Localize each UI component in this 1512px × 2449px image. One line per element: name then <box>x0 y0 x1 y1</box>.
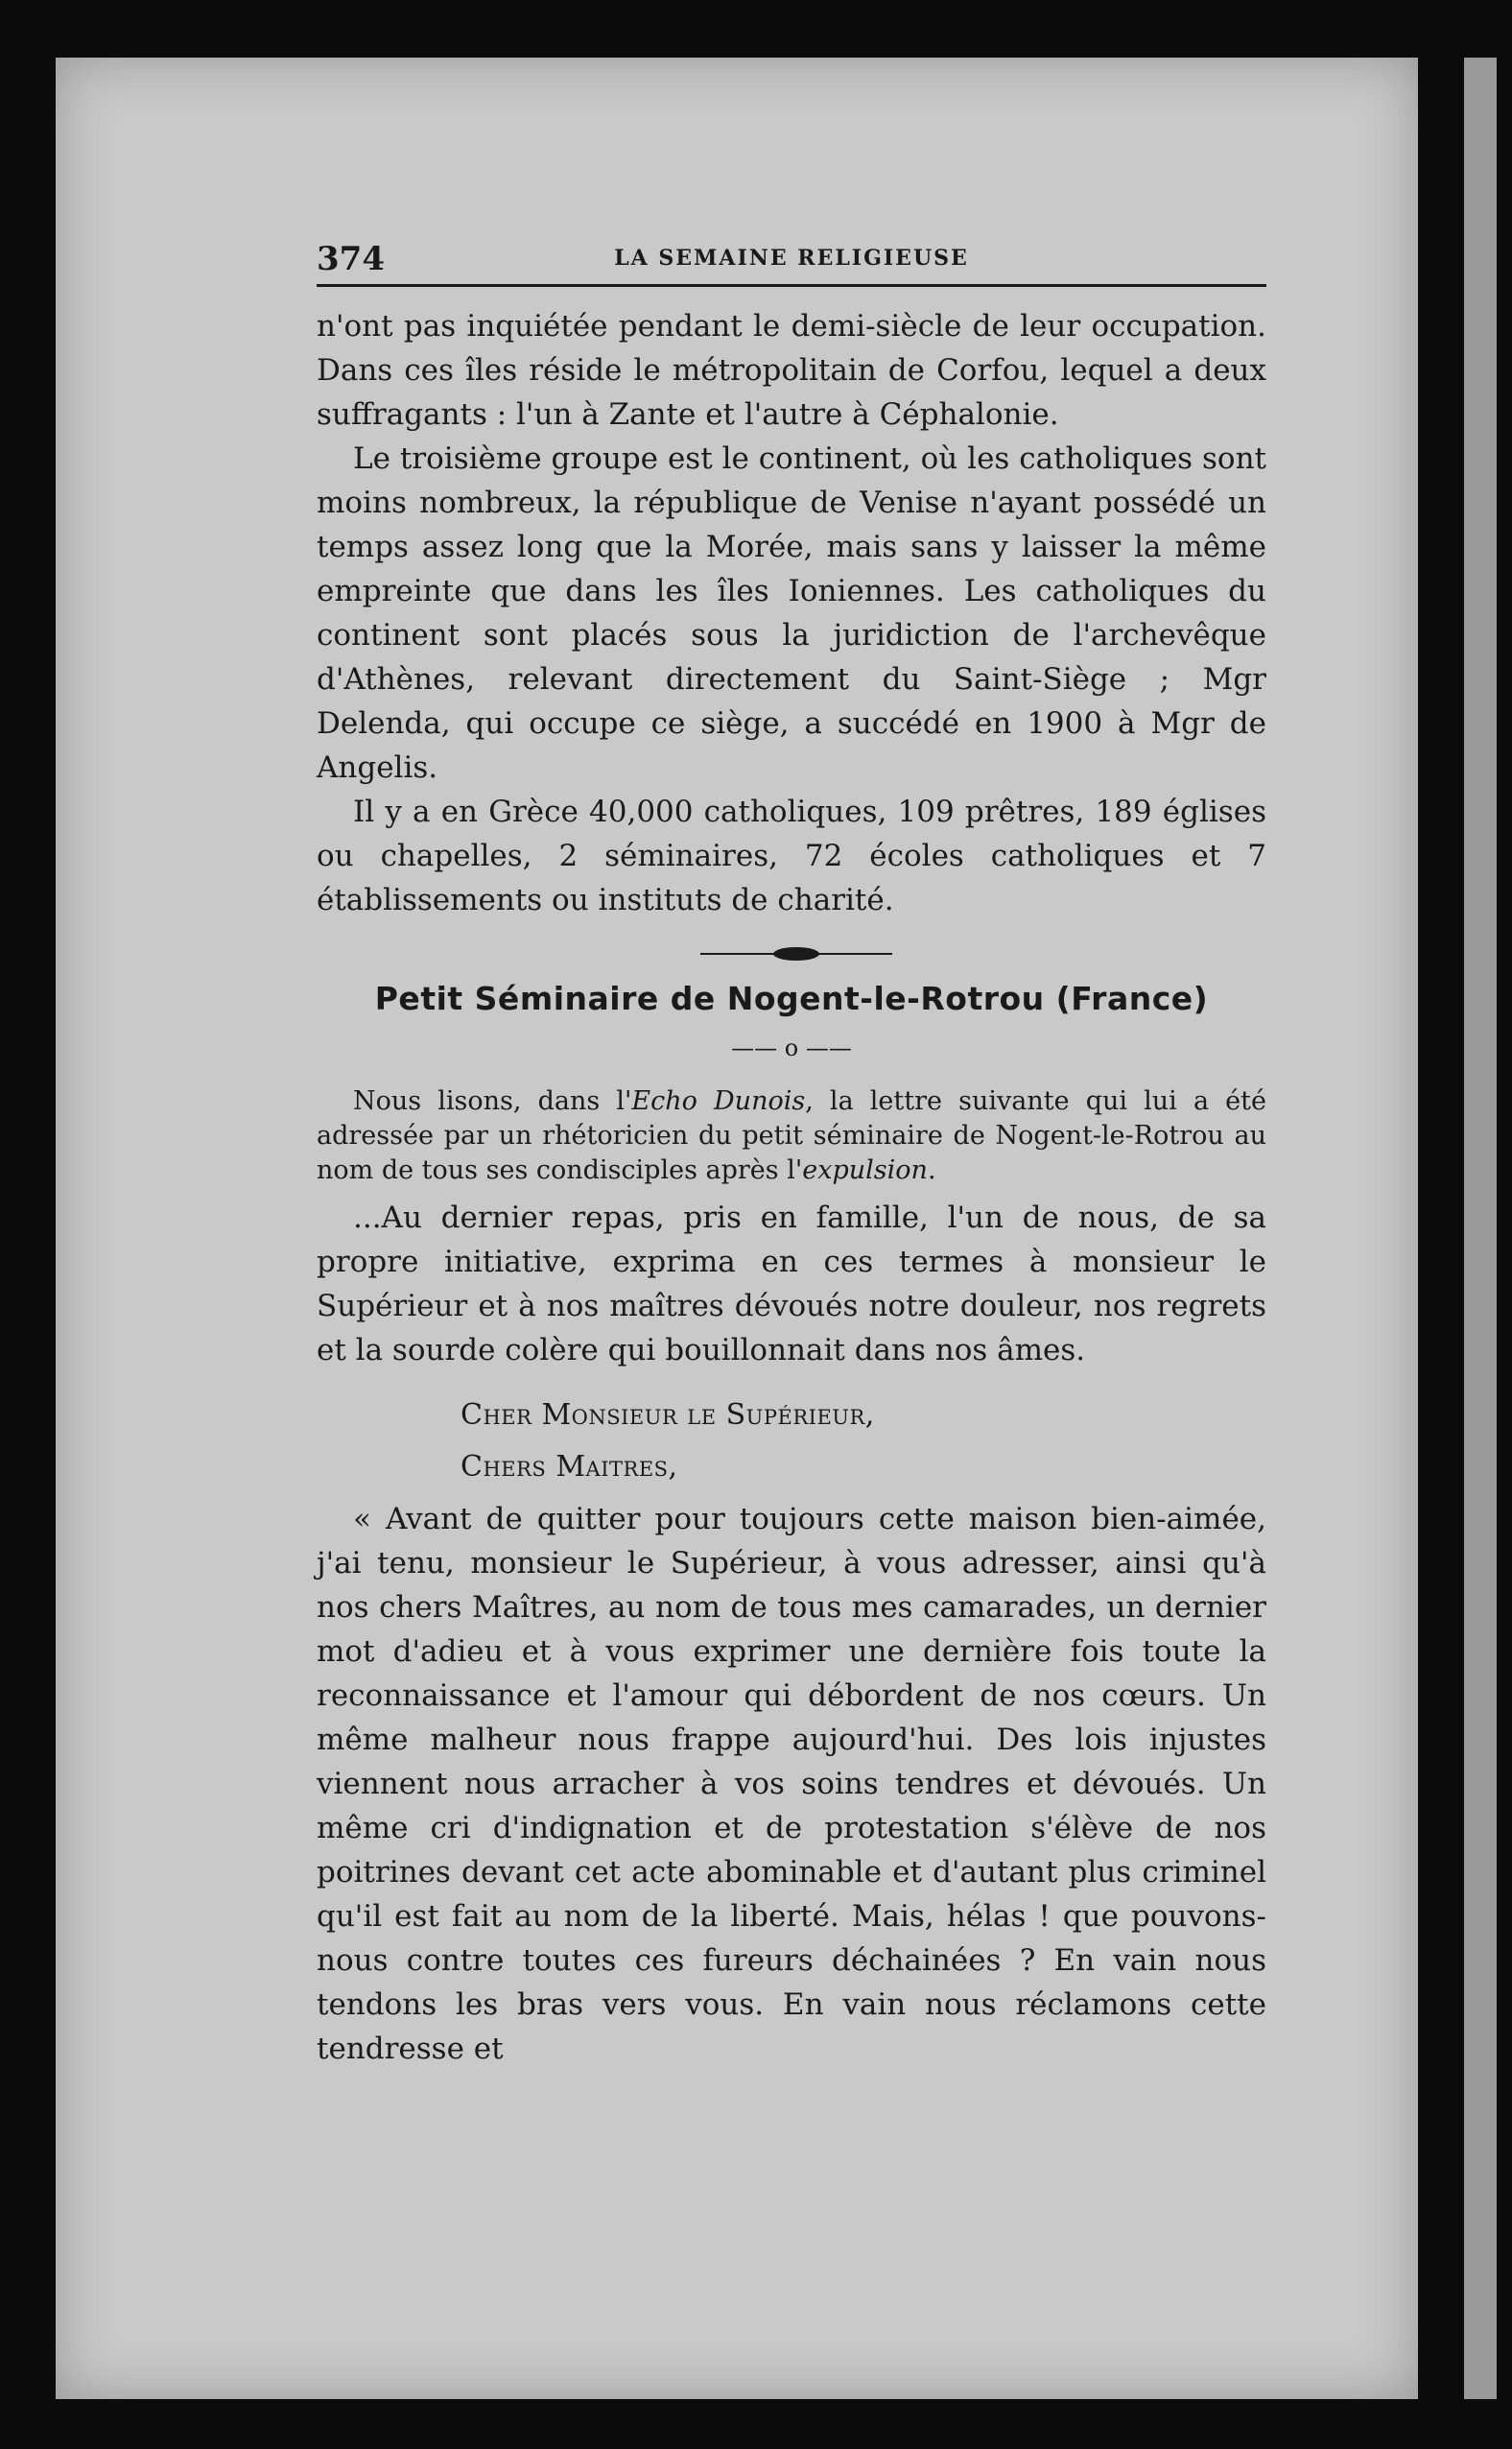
intro-middle: , la lettre suivante qui lui a été adressée par un rhétoricien du petit séminaire de Nogent-le-Rotrou au nom de tous ses condisciples après l' <box>317 1086 1266 1185</box>
paragraph-last-meal: ...Au dernier repas, pris en famille, l'un de nous, de sa propre initiative, exprima en ces termes à monsieur le Supérieur et à nos maîtres dévoués notre douleur, nos regrets et la sourde colère qui bouillonnait dans nos âmes. <box>317 1201 1266 1367</box>
ornament-center <box>773 947 819 961</box>
facing-page-edge <box>1464 58 1497 2399</box>
page-content <box>317 240 1266 2079</box>
section-title: Petit Séminaire de Nogent-le-Rotrou (France) <box>374 980 1209 1017</box>
ornament-divider <box>317 939 1266 968</box>
paragraph-letter: « Avant de quitter pour toujours cette maison bien-aimée, j'ai tenu, monsieur le Supérieur, à vous adresser, ainsi qu'à nos chers Maîtres, au nom de tous mes camarades, un dernier mot d'adieu et à vous exprimer une dernière fois toute la reconnaissance et l'amour qui débordent de nos cœurs. Un même malheur nous frappe aujourd'hui. Des lois injustes viennent nous arracher à vos soins tendres et dévoués. Un même cri d'indignation et de protestation s'élève de nos poitrines devant cet acte abominable et d'autant plus criminel qu'il est fait au nom de la liberté. Mais, hélas ! que pouvons-nous contre toutes ces fureurs déchainées ? En vain nous tendons les bras vers vous. En vain nous réclamons cette tendresse et <box>317 1502 1266 2066</box>
intro-prefix: Nous lisons, dans l' <box>353 1086 632 1116</box>
journal-title: LA SEMAINE RELIGIEUSE <box>614 246 969 271</box>
salutation-superior: Cher Monsieur le Supérieur, <box>461 1398 875 1432</box>
page-number: 374 <box>317 240 385 278</box>
spacer <box>317 2071 1266 2079</box>
salutation-masters: Chers Maitres, <box>461 1450 678 1484</box>
intro-paragraph <box>317 1084 1266 1188</box>
small-divider: —— o —— <box>731 1034 852 1061</box>
paragraph-continent: Le troisième groupe est le continent, où les catholiques sont moins nombreux, la république de Venise n'ayant possédé un temps assez long que la Morée, mais sans y laisser la même empreinte que dans les îles Ioniennes. Les catholiques du continent sont placés sous la juridiction de l'archevêque d'Athènes, relevant directement du Saint-Siège ; Mgr Delenda, qui occupe ce siège, a succédé en 1900 à Mgr de Angelis. <box>317 441 1266 785</box>
paragraph-statistics: Il y a en Grèce 40,000 catholiques, 109 prêtres, 189 églises ou chapelles, 2 séminaires, 72 écoles catholiques et 7 établissements ou instituts de charité. <box>317 795 1266 917</box>
paragraph-continuation: n'ont pas inquiétée pendant le demi-siècle de leur occupation. Dans ces îles réside le métropolitain de Corfou, lequel a deux suffragants : l'un à Zante et l'autre à Céphalonie. <box>317 309 1266 432</box>
intro-source: Echo Dunois <box>631 1086 806 1116</box>
intro-suffix: . <box>927 1155 936 1185</box>
intro-event: expulsion <box>802 1155 928 1185</box>
running-head <box>317 240 1266 287</box>
